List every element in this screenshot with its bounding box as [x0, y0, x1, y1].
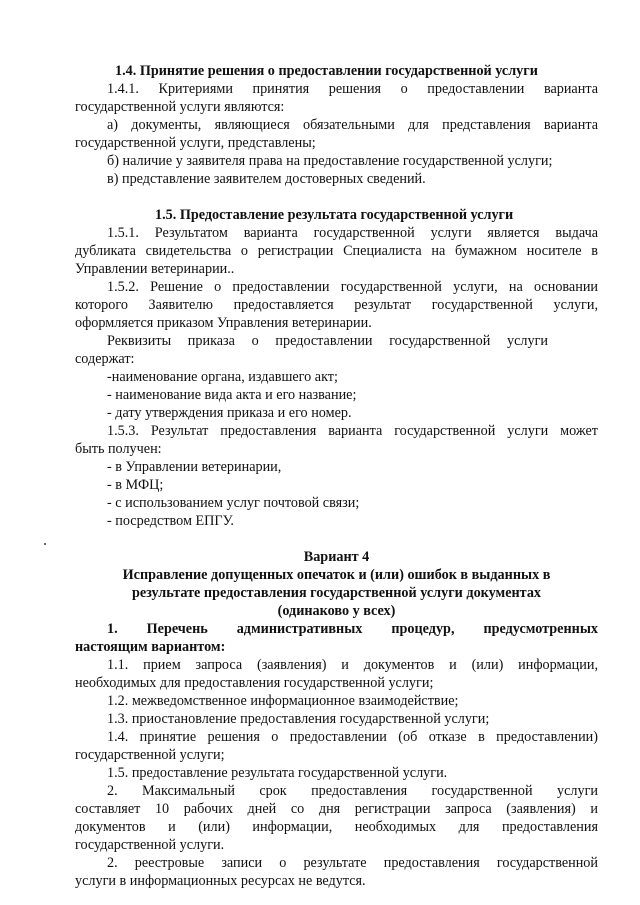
- list-item: 1.5. предоставление результата государственной услуги.: [107, 765, 448, 781]
- paragraph-line: оформляется приказом Управления ветеринарии.: [75, 315, 372, 331]
- paragraph-line: в) представление заявителем достоверных сведений.: [107, 171, 426, 187]
- procedures-heading: настоящим вариантом:: [75, 639, 226, 655]
- list-item: - в Управлении ветеринарии,: [107, 459, 282, 475]
- list-item: 1.4. принятие решения о предоставлении (об отказе в предоставлении): [107, 729, 598, 745]
- paragraph-line: 1.5.2. Решение о предоставлении государственной услуги, на основании: [107, 279, 598, 295]
- paragraph-line: 1.5.1. Результатом варианта государственной услуги является выдача: [107, 225, 598, 241]
- section-1-5-heading: 1.5. Предоставление результата государственной услуги: [155, 207, 514, 223]
- paragraph-line: б) наличие у заявителя права на предоставление государственной услуги;: [107, 153, 553, 169]
- paragraph-line: государственной услуги.: [75, 837, 225, 853]
- paragraph-line: услуги в информационных ресурсах не ведутся.: [75, 873, 366, 889]
- paragraph-line: быть получен:: [75, 441, 162, 457]
- list-item: - дату утверждения приказа и его номер.: [107, 405, 352, 421]
- paragraph-line: которого Заявителю предоставляется результат государственной услуги,: [75, 297, 598, 313]
- variant-subtitle: Исправление допущенных опечаток и (или) ошибок в выданных в: [122, 567, 551, 583]
- paragraph-line: государственной услуги, представлены;: [75, 135, 316, 151]
- paragraph-line: 2. реестровые записи о результате предоставления государственной: [107, 855, 598, 871]
- paragraph-line: дубликата свидетельства о регистрации Специалиста на бумажном носителе в: [75, 243, 598, 259]
- document-body: [75, 62, 598, 890]
- paragraph-line: Реквизиты приказа о предоставлении государственной услуги: [107, 333, 548, 349]
- list-item: государственной услуги;: [75, 747, 225, 763]
- section-1-4-heading: 1.4. Принятие решения о предоставлении государственной услуги: [115, 63, 538, 79]
- paragraph-line: содержат:: [75, 351, 135, 367]
- paragraph-line: Управлении ветеринарии..: [75, 261, 235, 277]
- list-item: 1.3. приостановление предоставления государственной услуги;: [107, 711, 490, 727]
- procedures-heading: 1. Перечень административных процедур, предусмотренных: [107, 621, 598, 637]
- list-item: - посредством ЕПГУ.: [107, 513, 234, 529]
- scan-speck: [44, 543, 46, 545]
- paragraph-line: составляет 10 рабочих дней со дня регистрации запроса (заявления) и: [75, 801, 598, 817]
- list-item: - наименование вида акта и его название;: [107, 387, 357, 403]
- list-item: -наименование органа, издавшего акт;: [107, 369, 338, 385]
- list-item: - с использованием услуг почтовой связи;: [107, 495, 360, 511]
- paragraph-line: государственной услуги являются:: [75, 99, 285, 115]
- paragraph-line: 1.4.1. Критериями принятия решения о предоставлении варианта: [107, 81, 598, 97]
- list-item: - в МФЦ;: [107, 477, 164, 493]
- list-item: 1.2. межведомственное информационное взаимодействие;: [107, 693, 459, 709]
- paragraph-line: 2. Максимальный срок предоставления государственной услуги: [107, 783, 598, 799]
- list-item: необходимых для предоставления государственной услуги;: [75, 675, 434, 691]
- variant-title: Вариант 4: [303, 549, 370, 565]
- list-item: 1.1. прием запроса (заявления) и документов и (или) информации,: [107, 657, 598, 673]
- paragraph-line: 1.5.3. Результат предоставления варианта государственной услуги может: [107, 423, 598, 439]
- variant-subtitle: (одинаково у всех): [277, 603, 396, 619]
- paragraph-line: документов и (или) информации, необходимых для предоставления: [75, 819, 598, 835]
- variant-subtitle: результате предоставления государственной услуги документах: [131, 585, 542, 601]
- paragraph-line: а) документы, являющиеся обязательными для представления варианта: [107, 117, 598, 133]
